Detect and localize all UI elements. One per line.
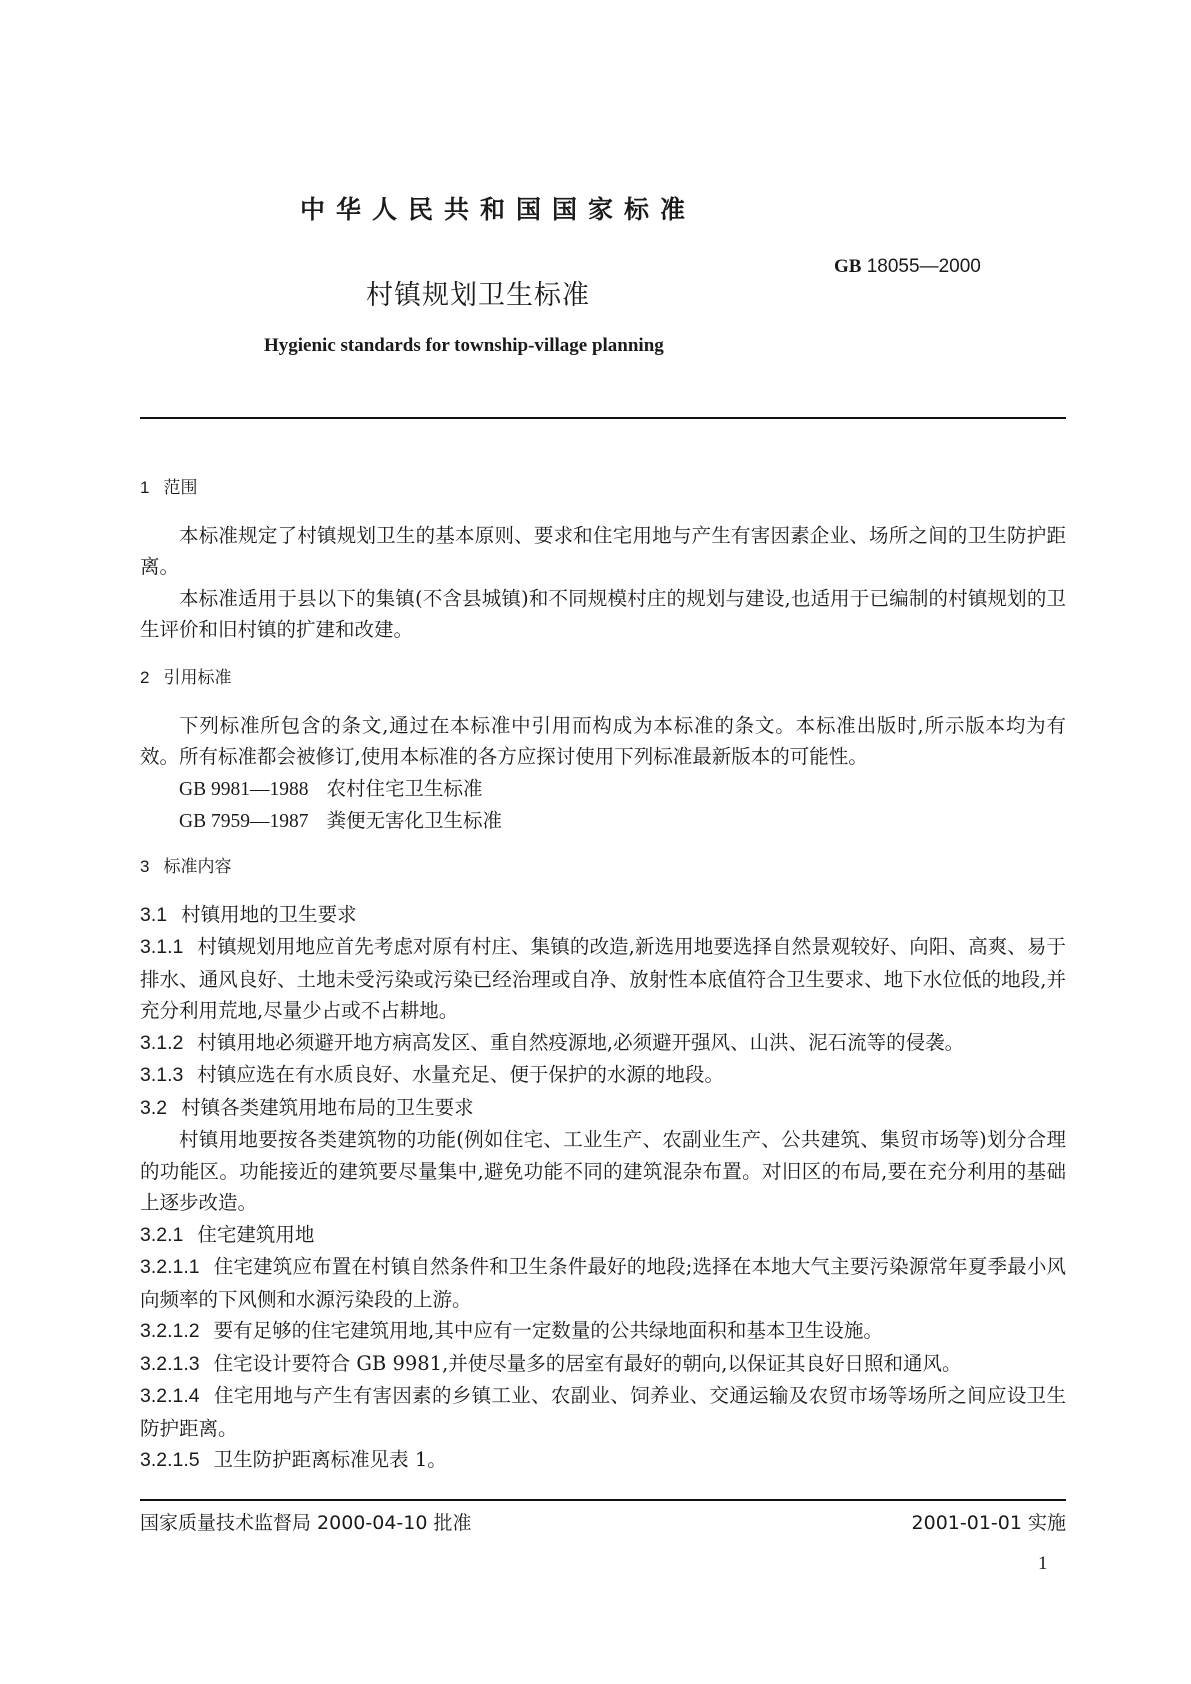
paragraph: 本标准规定了村镇规划卫生的基本原则、要求和住宅用地与产生有害因素企业、场所之间的卫生防护距离。 bbox=[140, 523, 1066, 578]
section-heading bbox=[140, 851, 1066, 884]
clause bbox=[140, 1444, 1066, 1477]
clause bbox=[140, 1251, 1066, 1315]
section-number: 3 bbox=[140, 857, 150, 876]
approval-info: 国家质量技术监督局 2000-04-10 批准 bbox=[140, 1512, 472, 1534]
section-1 bbox=[140, 472, 1066, 646]
footer-divider bbox=[140, 1499, 1066, 1501]
clause-text: 村镇应选在有水质良好、水量充足、便于保护的水源的地段。 bbox=[197, 1063, 724, 1086]
clause-number: 3.2.1 bbox=[140, 1223, 184, 1246]
clause-text: 村镇用地必须避开地方病高发区、重自然疫源地,必须避开强风、山洪、泥石流等的侵袭。 bbox=[197, 1030, 965, 1054]
clause-text: 住宅建筑应布置在村镇自然条件和卫生条件最好的地段;选择在本地大气主要污染源常年夏季最小风向频率的下风侧和水源污染段的上游。 bbox=[140, 1255, 1066, 1311]
section-number: 2 bbox=[140, 668, 150, 687]
section-3 bbox=[140, 851, 1066, 1477]
clause-number: 3.2 bbox=[140, 1096, 168, 1119]
clause-number: 3.2.1.5 bbox=[140, 1449, 200, 1471]
section-title: 引用标准 bbox=[163, 668, 232, 688]
page-number: 1 bbox=[1038, 1553, 1048, 1574]
paragraph: 村镇用地要按各类建筑物的功能(例如住宅、工业生产、农副业生产、公共建筑、集贸市场等)划分合理的功能区。功能接近的建筑要尽量集中,避免功能不同的建筑混杂布置。对旧区的布局,要在充分利用的基础上逐步改造。 bbox=[140, 1128, 1066, 1214]
clause bbox=[140, 899, 1066, 932]
paragraph: 下列标准所包含的条文,通过在本标准中引用而构成为本标准的条文。本标准出版时,所示版本均为有效。所有标准都会被修订,使用本标准的各方应探讨使用下列标准最新版本的可能性。 bbox=[140, 713, 1066, 768]
english-title: Hygienic standards for township-village planning bbox=[264, 335, 664, 356]
reference-item bbox=[140, 773, 1066, 806]
clause-number: 3.2.1.4 bbox=[140, 1385, 200, 1407]
section-number: 1 bbox=[140, 478, 150, 497]
org-title: 中华人民共和国国家标准 bbox=[300, 195, 697, 224]
clause-text: 村镇用地的卫生要求 bbox=[181, 902, 357, 926]
clause-number: 3.2.1.3 bbox=[140, 1352, 200, 1375]
clause-number: 3.1.3 bbox=[140, 1064, 184, 1086]
clause-text: 卫生防护距离标准见表 1。 bbox=[213, 1448, 447, 1471]
paragraph: 本标准适用于县以下的集镇(不含县城镇)和不同规模村庄的规划与建设,也适用于已编制的村镇规划的卫生评价和旧村镇的扩建和改建。 bbox=[140, 586, 1066, 641]
clause bbox=[140, 1219, 1066, 1252]
clause bbox=[140, 1380, 1066, 1444]
document-title: 村镇规划卫生标准 bbox=[366, 280, 590, 311]
effective-date: 2001-01-01 实施 bbox=[911, 1512, 1066, 1534]
reference-code: GB 7959—1987 bbox=[179, 811, 309, 832]
section-2 bbox=[140, 662, 1066, 838]
clause bbox=[140, 1092, 1066, 1125]
clause bbox=[140, 1315, 1066, 1348]
reference-code: GB 9981—1988 bbox=[179, 778, 309, 800]
clause bbox=[140, 931, 1066, 1027]
clause-text: 住宅设计要符合 GB 9981,并使尽量多的居室有最好的朝向,以保证其良好日照和通风。 bbox=[213, 1351, 962, 1375]
clause-number: 3.1 bbox=[140, 903, 168, 926]
section-heading bbox=[140, 662, 1066, 695]
header-divider bbox=[140, 417, 1066, 419]
clause-text: 住宅用地与产生有害因素的乡镇工业、农副业、饲养业、交通运输及农贸市场等场所之间应设卫生防护距离。 bbox=[140, 1384, 1066, 1440]
clause-text: 村镇各类建筑用地布局的卫生要求 bbox=[181, 1095, 474, 1119]
clause-text: 要有足够的住宅建筑用地,其中应有一定数量的公共绿地面积和基本卫生设施。 bbox=[213, 1319, 883, 1342]
clause bbox=[140, 1348, 1066, 1381]
section-title: 范围 bbox=[163, 478, 198, 498]
standard-prefix: GB bbox=[834, 256, 862, 277]
reference-title: 农村住宅卫生标准 bbox=[326, 776, 483, 800]
clause bbox=[140, 1027, 1066, 1060]
clause-number: 3.1.2 bbox=[140, 1031, 184, 1054]
standard-number bbox=[834, 256, 981, 278]
section-heading bbox=[140, 472, 1066, 505]
reference-title: 粪便无害化卫生标准 bbox=[326, 809, 502, 832]
clause-text: 住宅建筑用地 bbox=[197, 1222, 315, 1246]
clause-number: 3.2.1.2 bbox=[140, 1320, 200, 1342]
clause-number: 3.1.1 bbox=[140, 936, 184, 958]
section-title: 标准内容 bbox=[163, 857, 232, 877]
standard-code: 18055—2000 bbox=[866, 256, 981, 277]
clause bbox=[140, 1059, 1066, 1092]
clause-text: 村镇规划用地应首先考虑对原有村庄、集镇的改造,新选用地要选择自然景观较好、向阳、高爽、易于排水、通风良好、土地未受污染或污染已经治理或自净、放射性本底值符合卫生要求、地下水位低的地段,并充分利用荒地,尽量少占或不占耕地。 bbox=[140, 935, 1066, 1022]
reference-item bbox=[140, 805, 1066, 838]
clause-number: 3.2.1.1 bbox=[140, 1256, 200, 1278]
footer bbox=[140, 1508, 1066, 1535]
